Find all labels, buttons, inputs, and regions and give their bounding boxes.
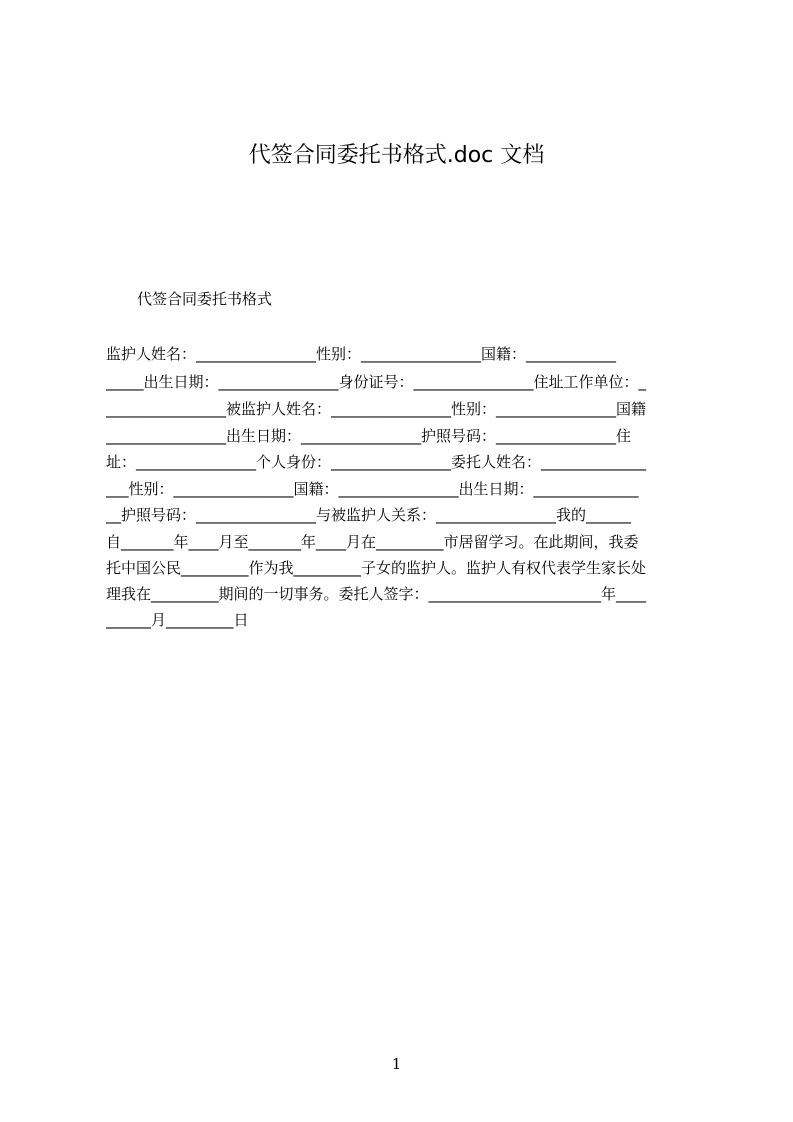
body-line: __护照号码：________________与被监护人关系：________________我的______ <box>106 506 632 524</box>
body-line: 自_______年____月至_______年____月在_________市居留学习。在此期间，我委 <box>106 533 639 551</box>
body-line: _____出生日期：________________身份证号：________________住址工作单位：_ <box>106 373 647 391</box>
document-subtitle: 代签合同委托书格式 <box>137 290 273 308</box>
body-line: 理我在_________期间的一切事务。委托人签字：_______________________年____ <box>106 585 647 603</box>
body-line: ______月_________日 <box>106 611 249 629</box>
body-line: 监护人姓名：________________性别：________________国籍：____________ <box>106 345 617 363</box>
body-line: 址：________________个人身份：________________委托人姓名：______________ <box>106 453 647 471</box>
page-number: 1 <box>391 1055 402 1073</box>
body-line: 托中国公民_________作为我_________子女的监护人。监护人有权代表学生家长处 <box>106 559 647 577</box>
body-line: ________________出生日期：________________护照号码：________________住 <box>106 427 632 445</box>
body-line: ________________被监护人姓名：________________性别：________________国籍 <box>106 400 647 418</box>
document-title: 代签合同委托书格式.doc 文档 <box>248 143 545 168</box>
body-line: ___性别：________________国籍：________________出生日期：______________ <box>106 480 639 498</box>
